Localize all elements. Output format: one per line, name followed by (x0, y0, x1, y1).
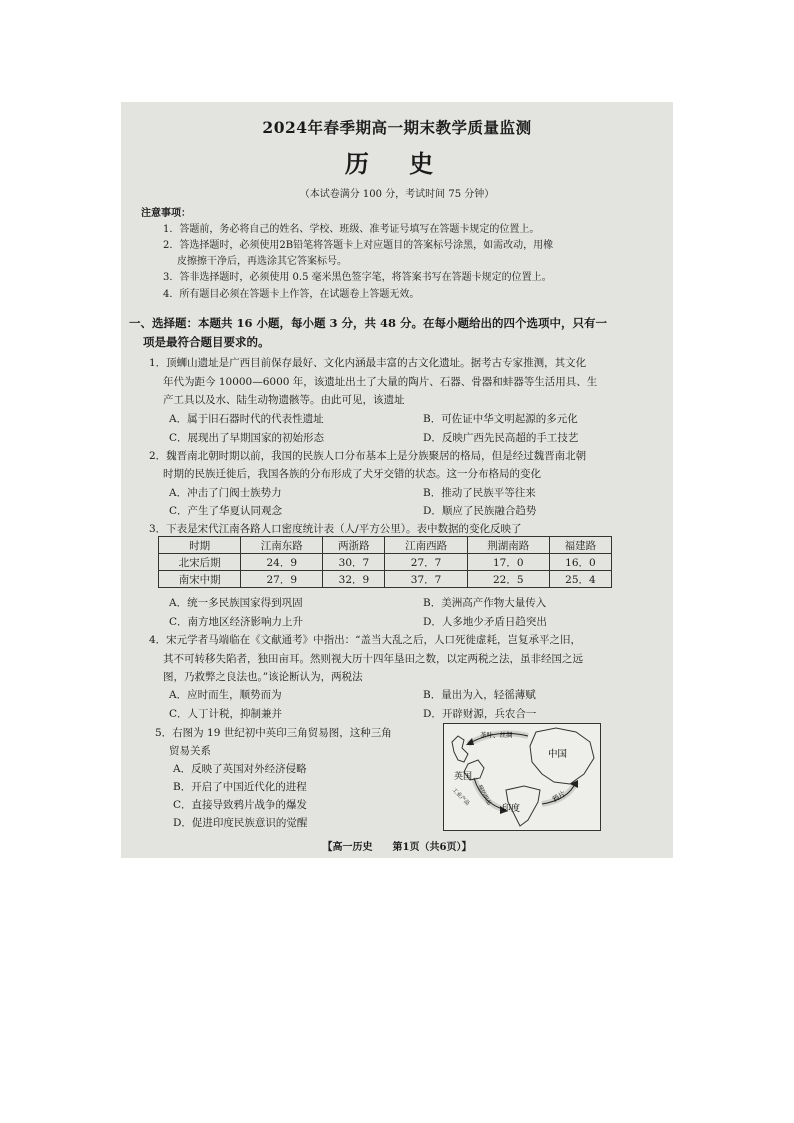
table-header-row (159, 537, 612, 554)
table-cell: 27．7 (385, 554, 467, 571)
table-header-cell: 福建路 (549, 537, 611, 554)
q4-option-b: B．量出为入，轻徭薄赋 (423, 689, 536, 701)
q5-option-b: B．开启了中国近代化的进程 (173, 781, 307, 793)
q2-option-c: C．产生了华夏认同观念 (169, 505, 283, 517)
q2-stem: 时期的民族迁徙后，我国各族的分布形成了犬牙交错的状态。这一分布格局的变化 (163, 468, 541, 480)
notice-item: 1．答题前，务必将自己的姓名、学校、班级、准考证号填写在答题卡规定的位置上。 (163, 224, 540, 235)
notice-heading: 注意事项： (141, 208, 191, 219)
q1-stem: 年代为距今 10000—6000 年，该遗址出土了大量的陶片、石器、骨器和蚌器等生活用具、生 (163, 376, 598, 388)
q5-option-a: A．反映了英国对外经济侵略 (173, 763, 307, 775)
map-label-industrial-goods: 工业产品 (450, 787, 471, 807)
q5-option-c: C．直接导致鸦片战争的爆发 (173, 799, 308, 811)
q1-option-b: B．可佐证中华文明起源的多元化 (423, 413, 578, 425)
britain-outline (452, 736, 468, 762)
table-cell: 25．4 (549, 571, 611, 588)
table-header-cell: 时期 (159, 537, 241, 554)
table-cell: 37．7 (385, 571, 467, 588)
q5-option-d: D．促进印度民族意识的觉醒 (173, 817, 308, 829)
subject-title: 历 史 (344, 149, 450, 178)
q4-option-d: D．开辟财源，兵农合一 (423, 708, 537, 720)
section-heading: 一、选择题：本题共 16 小题，每小题 3 分，共 48 分。在每小题给出的四个选项中，只有一 (129, 316, 608, 330)
q5-stem: 5．右图为 19 世纪初中英印三角贸易图，这种三角 (155, 727, 392, 739)
table-row (159, 554, 612, 571)
table-row (159, 571, 612, 588)
map-label-textiles: 棉纺织品 (476, 784, 492, 807)
q2-stem: 2．魏晋南北朝时期以前，我国的民族人口分布基本上是分族聚居的格局，但是经过魏晋南北朝 (149, 450, 587, 462)
q3-option-d: D．人多地少矛盾日趋突出 (423, 616, 547, 628)
q3-option-b: B．美洲高产作物大量传入 (423, 597, 547, 609)
q4-stem: 图，乃救弊之良法也。”该论断认为，两税法 (163, 671, 363, 683)
map-label-opium: 鸦片 (551, 789, 568, 804)
notice-item: 皮擦擦干净后，再选涂其它答案标号。 (177, 256, 347, 267)
table-cell: 27．9 (241, 571, 323, 588)
table-cell: 南宋中期 (159, 571, 241, 588)
table-cell: 22．5 (467, 571, 549, 588)
table-header-cell: 江南西路 (385, 537, 467, 554)
score-note: （本试卷满分 100 分，考试时间 75 分钟） (299, 189, 495, 200)
notice-item: 4．所有题目必须在答题卡上作答，在试题卷上答题无效。 (163, 289, 420, 300)
table-cell: 北宋后期 (159, 554, 241, 571)
q3-option-c: C．南方地区经济影响力上升 (169, 616, 304, 628)
map-label-britain: 英国 (454, 772, 473, 782)
q2-option-a: A．冲击了门阀士族势力 (169, 487, 282, 499)
section-heading-cont: 项是最符合题目要求的。 (143, 335, 270, 349)
q1-option-a: A．属于旧石器时代的代表性遗址 (169, 413, 324, 425)
table-header-cell: 荆湖南路 (467, 537, 549, 554)
q3-stem: 3．下表是宋代江南各路人口密度统计表（人/平方公里）。表中数据的变化反映了 (149, 523, 522, 535)
q4-stem: 4．宋元学者马端临在《文献通考》中指出：“盖当大乱之后，人口死徙虚耗，岂复承平之旧， (149, 634, 582, 646)
notice-item: 2．答选择题时，必须使用2B铅笔将答题卡上对应题目的答案标号涂黑，如需改动，用橡 (163, 240, 554, 251)
table-cell: 30．7 (323, 554, 385, 571)
q4-option-a: A．应时而生，顺势而为 (169, 689, 282, 701)
exam-page (121, 102, 673, 858)
q5-stem: 贸易关系 (169, 745, 211, 757)
trade-map-drawing (444, 724, 600, 830)
table-cell: 17．0 (467, 554, 549, 571)
population-density-table (158, 536, 612, 588)
map-label-india: 印度 (502, 804, 521, 814)
q4-stem: 其不可转移失陷者，独田亩耳。然则视大历十四年垦田之数，以定两税之法，虽非经国之远 (163, 653, 583, 665)
table-cell: 16．0 (549, 554, 611, 571)
map-label-tea-silk: 茶叶、丝绸 (480, 731, 513, 739)
q1-option-c: C．展现出了早期国家的初始形态 (169, 432, 325, 444)
q1-stem: 产工具以及水、陆生动物遗骸等。由此可见，该遗址 (163, 394, 405, 406)
q2-option-d: D．顺应了民族融合趋势 (423, 505, 537, 517)
triangular-trade-map (443, 723, 601, 831)
q1-stem: 1．顶蛳山遗址是广西目前保存最好、文化内涵最丰富的古文化遗址。据考古专家推测，其文化 (149, 357, 587, 369)
table-cell: 24．9 (241, 554, 323, 571)
table-header-cell: 两浙路 (323, 537, 385, 554)
page-footer: 【高一历史 第1页（共6页）】 (322, 842, 472, 853)
q2-option-b: B．推动了民族平等往来 (423, 487, 536, 499)
map-label-china: 中国 (548, 749, 568, 760)
table-header-cell: 江南东路 (241, 537, 323, 554)
q3-option-a: A．统一多民族国家得到巩固 (169, 597, 303, 609)
q4-option-c: C．人丁计税，抑制兼并 (169, 708, 283, 720)
exam-title: 2024年春季期高一期末教学质量监测 (262, 118, 532, 137)
table-cell: 32．9 (323, 571, 385, 588)
notice-item: 3．答非选择题时，必须使用 0.5 毫米黑色签字笔，将答案书写在答题卡规定的位置上。 (163, 272, 552, 283)
q1-option-d: D．反映广西先民高超的手工技艺 (423, 432, 579, 444)
